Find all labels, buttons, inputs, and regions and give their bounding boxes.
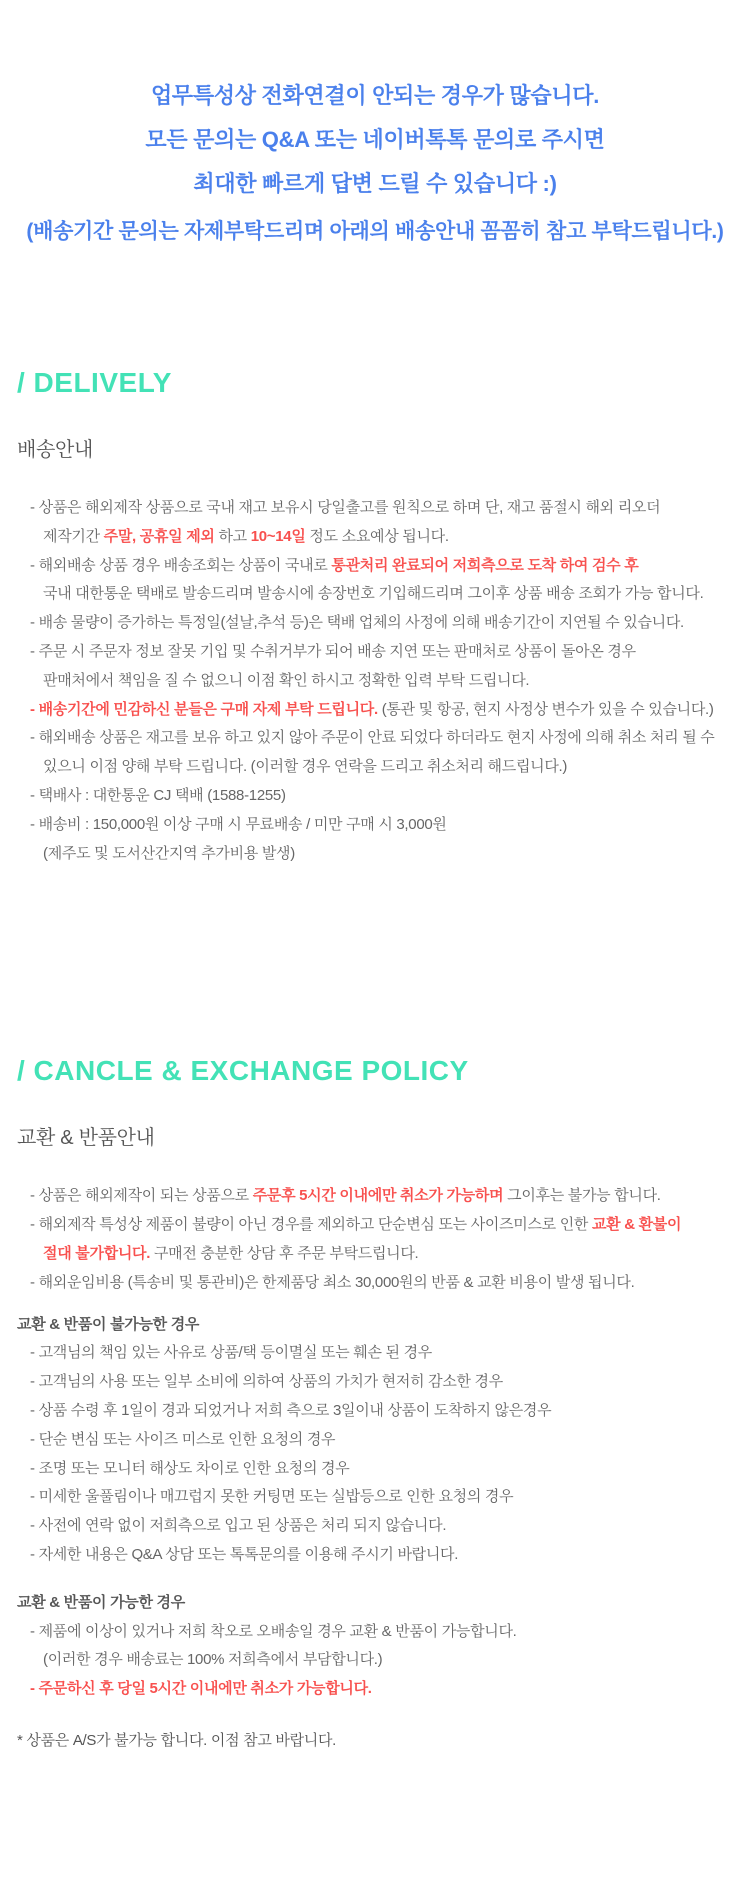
delivery-heading: 배송안내 (17, 439, 94, 461)
policy-line-continuation: 있으니 이점 양해 부탁 드립니다. (이러할 경우 연락을 드리고 취소처리 해드립니다.) (43, 758, 568, 776)
policy-line: - 해외배송 상품 경우 배송조회는 상품이 국내로 통관처리 완료되어 저희측으로 도착 하여 검수 후 (30, 556, 639, 574)
policy-line: - 고객님의 책임 있는 사유로 상품/택 등이멸실 또는 훼손 된 경우 (30, 1344, 432, 1362)
emphasis-text: - 주문하신 후 당일 5시간 이내에만 취소가 가능합니다. (30, 1680, 372, 1698)
policy-line: - 미세한 울풀림이나 매끄럽지 못한 커팅면 또는 실밥등으로 인한 요청의 경우 (30, 1488, 514, 1506)
emphasis-text: 통관처리 완료되어 저희측으로 도착 하여 검수 후 (331, 556, 639, 574)
policy-line: - 해외배송 상품은 재고를 보유 하고 있지 않아 주문이 안료 되었다 하더라도 현지 사정에 의해 취소 처리 될 수 (30, 729, 715, 747)
policy-line: - 고객님의 사용 또는 일부 소비에 의하여 상품의 가치가 현저히 감소한 경우 (30, 1373, 503, 1391)
emphasis-text: 주문후 5시간 이내에만 취소가 가능하며 (252, 1187, 504, 1205)
policy-line: - 배송 물량이 증가하는 특정일(설날,추석 등)은 택배 업체의 사정에 의해 배송기간이 지연될 수 있습니다. (30, 614, 684, 632)
exchange-return-heading: 교환 & 반품안내 (17, 1127, 155, 1150)
policy-line-continuation: (제주도 및 도서산간지역 추가비용 발생) (43, 844, 295, 862)
emphasis-text: 10~14일 (250, 527, 306, 545)
policy-line: - 해외운임비용 (특송비 및 통관비)은 한제품당 최소 30,000원의 반품 & 교환 비용이 발생 됩니다. (30, 1273, 635, 1291)
policy-line: - 주문 시 주문자 정보 잘못 기입 및 수취거부가 되어 배송 지연 또는 판매처로 상품이 돌아온 경우 (30, 642, 636, 660)
emphasis-text: 주말, 공휴일 제외 (103, 527, 215, 545)
policy-line: - 제품에 이상이 있거나 저희 착오로 오배송일 경우 교환 & 반품이 가능합니다. (30, 1622, 517, 1640)
policy-line: - 택배사 : 대한통운 CJ 택배 (1588-1255) (30, 786, 286, 804)
policy-line-continuation: 국내 대한통운 택배로 발송드리며 발송시에 송장번호 기입해드리며 그이후 상품 배송 조회가 가능 합니다. (43, 585, 704, 603)
policy-line: - 조명 또는 모니터 해상도 차이로 인한 요청의 경우 (30, 1459, 350, 1477)
return-impossible-list (15, 1339, 735, 1569)
policy-line: - 자세한 내용은 Q&A 상담 또는 톡톡문의를 이용해 주시기 바랍니다. (30, 1545, 459, 1563)
delivery-inquiry-note: (배송기간 문의는 자제부탁드리며 아래의 배송안내 꼼꼼히 참고 부탁드립니다.) (26, 220, 724, 243)
policy-line: - 해외제작 특성상 제품이 불량이 아닌 경우를 제외하고 단순변심 또는 사이즈미스로 인한 교환 & 환불이 (30, 1216, 682, 1234)
contact-notice-line-1: 업무특성상 전화연결이 안되는 경우가 많습니다. (150, 83, 600, 108)
policy-line-continuation: 제작기간 주말, 공휴일 제외 하고 10~14일 정도 소요예상 됩니다. (43, 527, 449, 545)
policy-line: - 상품 수령 후 1일이 경과 되었거나 저희 측으로 3일이내 상품이 도착하지 않은경우 (30, 1401, 552, 1419)
exchange-return-list (15, 1182, 735, 1297)
contact-notice (15, 74, 735, 206)
delivery-section-title: / DELIVELY (17, 367, 172, 398)
policy-line: - 단순 변심 또는 사이즈 미스로 인한 요청의 경우 (30, 1430, 336, 1448)
emphasis-text: 배송기간에 민감하신 분들은 구매 자제 부탁 드립니다. (38, 700, 378, 718)
cancel-exchange-section-title: / CANCLE & EXCHANGE POLICY (17, 1055, 469, 1087)
emphasis-text: 절대 불가합니다. (43, 1244, 151, 1262)
emphasis-text: - (30, 700, 39, 718)
contact-notice-line-2: 모든 문의는 Q&A 또는 네이버톡톡 문의로 주시면 (145, 127, 605, 152)
policy-line (15, 1675, 735, 1704)
return-impossible-heading: 교환 & 반품이 불가능한 경우 (17, 1315, 200, 1333)
policy-line-continuation: 판매처에서 책임을 질 수 없으니 이점 확인 하시고 정확한 입력 부탁 드립니다. (43, 671, 530, 689)
return-possible-heading: 교환 & 반품이 가능한 경우 (17, 1593, 185, 1611)
policy-line-continuation: (이러한 경우 배송료는 100% 저희측에서 부담합니다.) (43, 1651, 383, 1669)
delivery-info-list (15, 494, 735, 868)
emphasis-text: 교환 & 환불이 (591, 1216, 682, 1234)
policy-line: - 상품은 해외제작 상품으로 국내 재고 보유시 당일출고를 원칙으로 하며 단, 재고 품절시 해외 리오더 (30, 499, 661, 516)
as-unavailable-note: * 상품은 A/S가 불가능 합니다. 이점 참고 바랍니다. (17, 1731, 337, 1749)
policy-line-continuation: 절대 불가합니다. 구매전 충분한 상담 후 주문 부탁드립니다. (43, 1244, 419, 1262)
policy-line: - 사전에 연락 없이 저희측으로 입고 된 상품은 처리 되지 않습니다. (30, 1517, 447, 1535)
contact-notice-line-3: 최대한 빠르게 답변 드릴 수 있습니다 :) (193, 171, 557, 196)
policy-line: - 배송기간에 민감하신 분들은 구매 자제 부탁 드립니다. (통관 및 항공, 현지 사정상 변수가 있을 수 있습니다.) (30, 700, 714, 718)
policy-line: - 배송비 : 150,000원 이상 구매 시 무료배송 / 미만 구매 시 3,000원 (30, 815, 447, 833)
return-possible-list (15, 1618, 735, 1704)
policy-line: - 상품은 해외제작이 되는 상품으로 주문후 5시간 이내에만 취소가 가능하며 그이후는 불가능 합니다. (30, 1187, 661, 1205)
